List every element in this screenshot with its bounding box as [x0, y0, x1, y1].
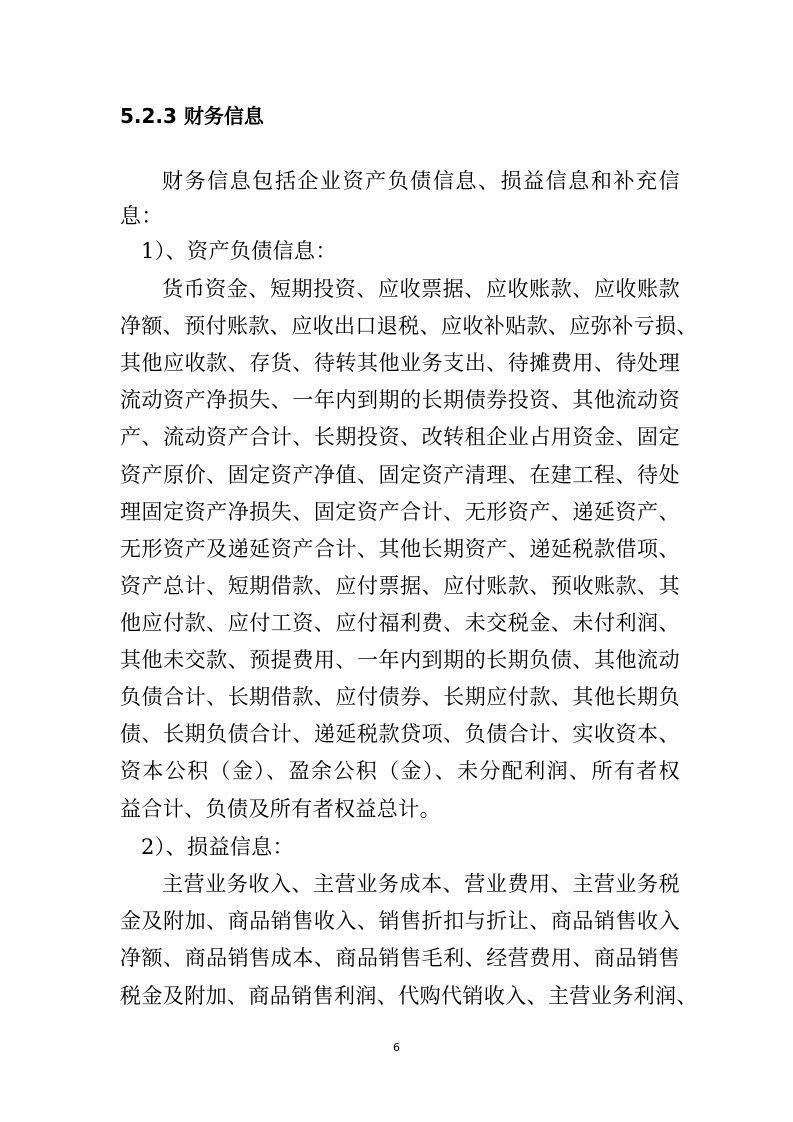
- balance-sheet-line: 理固定资产净损失、固定资产合计、无形资产、递延资产、: [120, 500, 680, 524]
- balance-sheet-line: 产、流动资产合计、长期投资、改转租企业占用资金、固定: [120, 425, 680, 449]
- balance-sheet-line: 无形资产及递延资产合计、其他长期资产、递延税款借项、: [120, 537, 680, 561]
- subsection-title-income: 2）、损益信息：: [141, 835, 295, 859]
- balance-sheet-line: 债、长期负债合计、递延税款贷项、负债合计、实收资本、: [120, 722, 680, 746]
- intro-line: 息：: [120, 204, 163, 228]
- balance-sheet-line: 他应付款、应付工资、应付福利费、未交税金、未付利润、: [120, 611, 680, 635]
- balance-sheet-line: 流动资产净损失、一年内到期的长期债券投资、其他流动资: [120, 388, 680, 412]
- balance-sheet-line: 资产原价、固定资产净值、固定资产清理、在建工程、待处: [120, 463, 680, 487]
- income-line: 净额、商品销售成本、商品销售毛利、经营费用、商品销售: [120, 946, 680, 970]
- income-line: 税金及附加、商品销售利润、代购代销收入、主营业务利润、: [120, 984, 698, 1008]
- section-title: 5.2.3 财务信息: [120, 104, 264, 128]
- page-number: 6: [393, 1041, 400, 1054]
- balance-sheet-line: 其他未交款、预提费用、一年内到期的长期负债、其他流动: [120, 648, 680, 672]
- income-line: 主营业务收入、主营业务成本、营业费用、主营业务税: [162, 872, 680, 896]
- income-line: 金及附加、商品销售收入、销售折扣与折让、商品销售收入: [120, 909, 680, 933]
- balance-sheet-line: 货币资金、短期投资、应收票据、应收账款、应收账款: [162, 277, 680, 301]
- balance-sheet-line: 益合计、负债及所有者权益总计。: [120, 797, 441, 821]
- balance-sheet-line: 其他应收款、存货、待转其他业务支出、待摊费用、待处理: [120, 351, 680, 375]
- balance-sheet-line: 负债合计、长期借款、应付债券、长期应付款、其他长期负: [120, 685, 680, 709]
- balance-sheet-line: 资产总计、短期借款、应付票据、应付账款、预收账款、其: [120, 574, 680, 598]
- balance-sheet-line: 净额、预付账款、应收出口退税、应收补贴款、应弥补亏损、: [120, 314, 698, 338]
- intro-line: 财务信息包括企业资产负债信息、损益信息和补充信: [162, 169, 680, 193]
- subsection-title-balance-sheet: 1）、资产负债信息：: [141, 239, 337, 263]
- balance-sheet-line: 资本公积（金）、盈余公积（金）、未分配利润、所有者权: [120, 759, 680, 783]
